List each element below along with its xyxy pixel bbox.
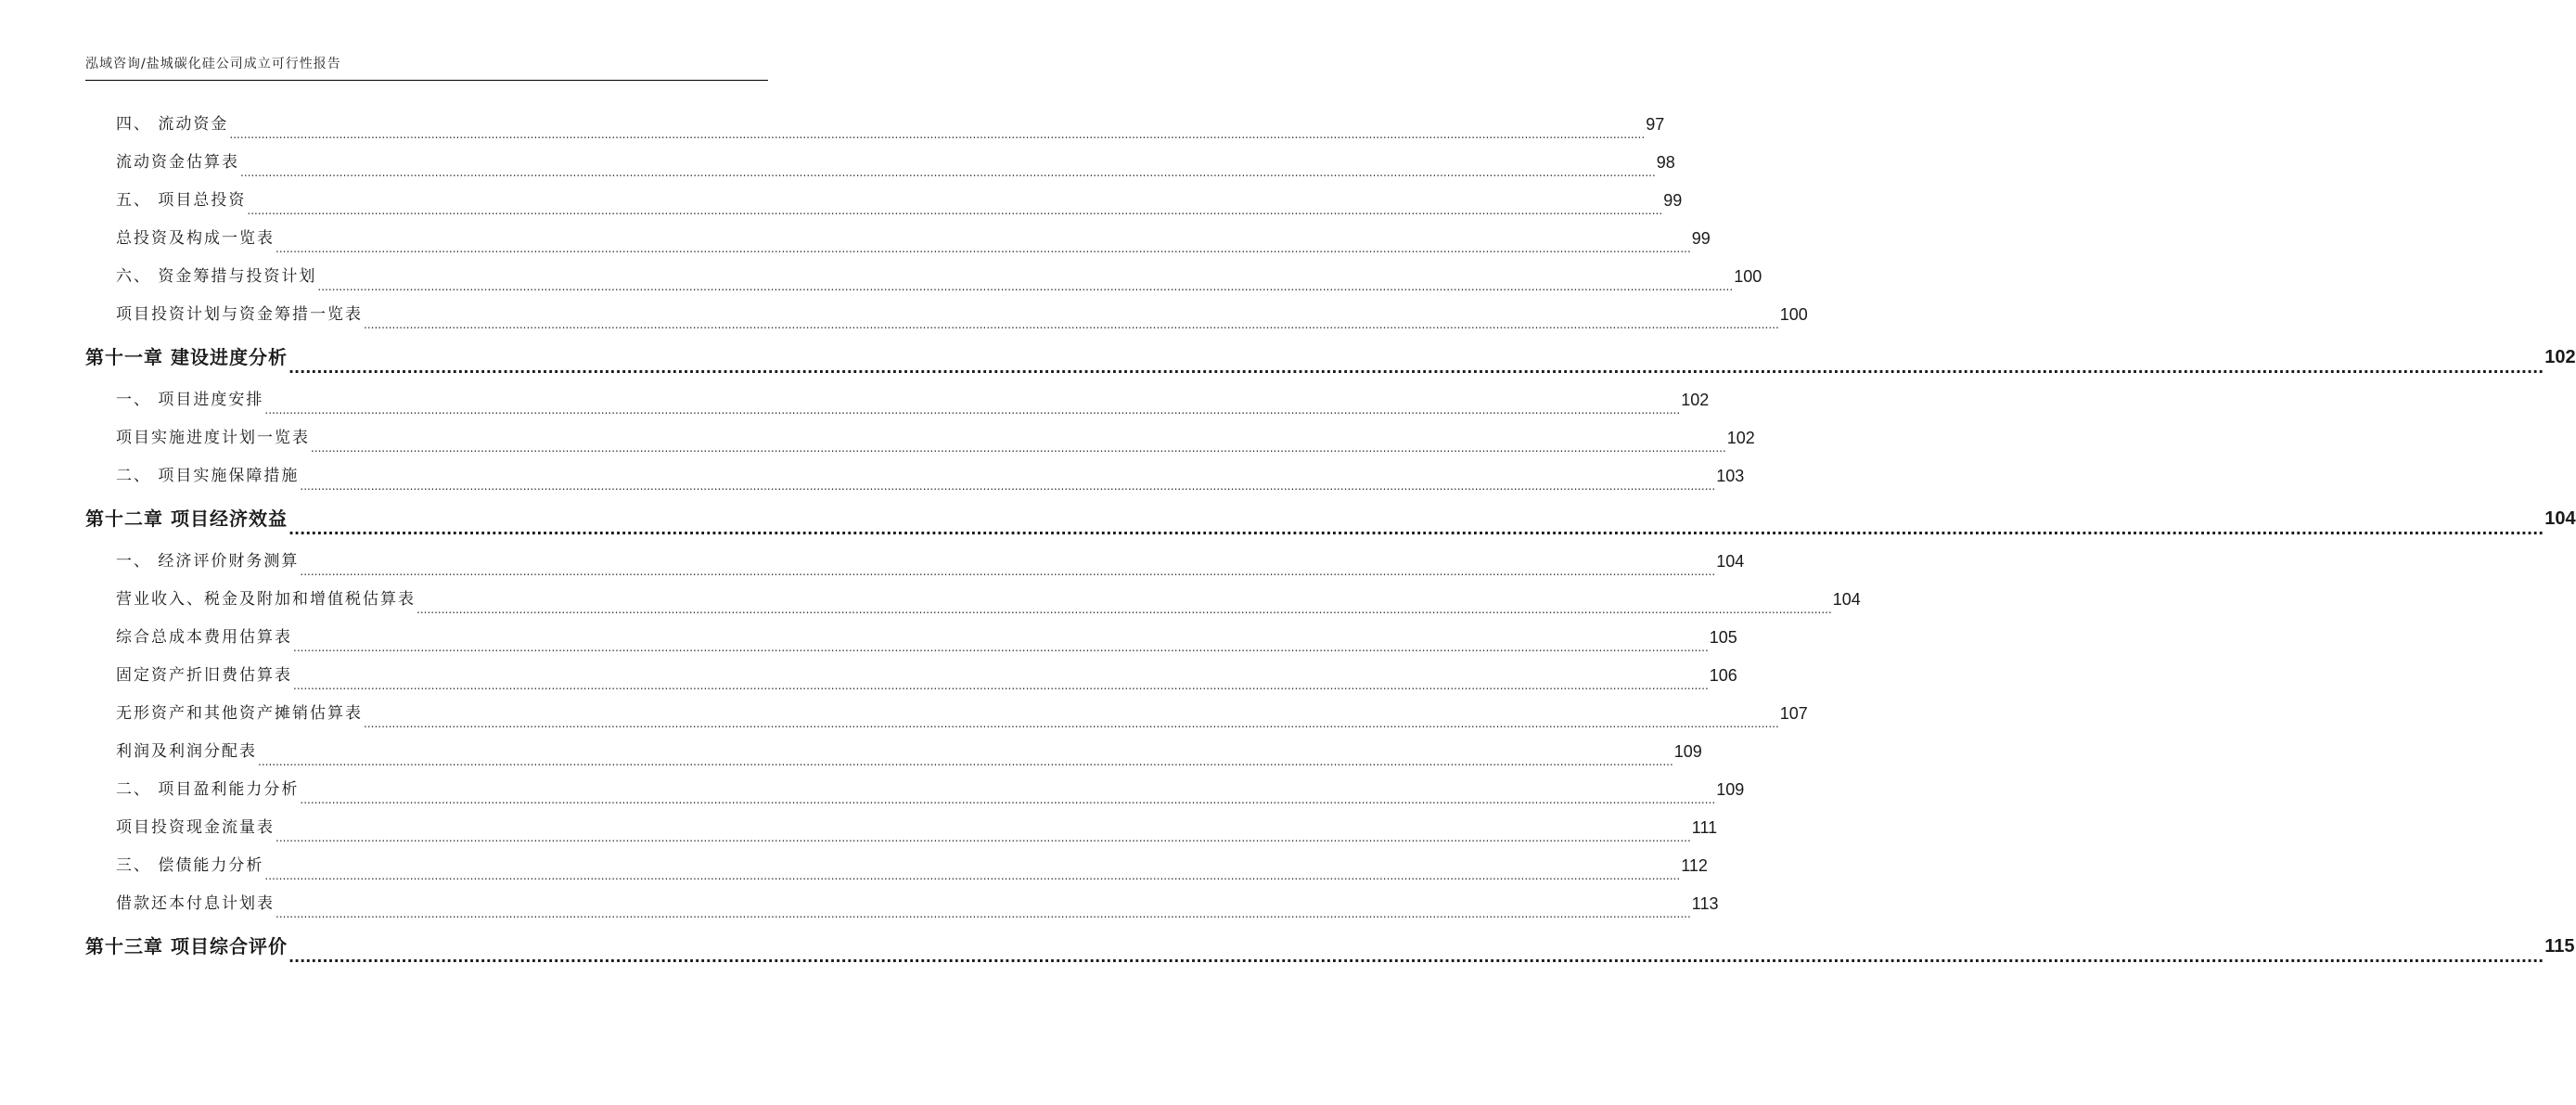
dot-leader: ................................................................................................................................................................................................................................................................................................................................................................................................................ (364, 318, 1779, 331)
toc-entry-page-number: 102 (1726, 429, 1755, 447)
toc-entry-page-number: 109 (1673, 742, 1702, 761)
dot-leader: ................................................................................................................................................................................................................................................................................................................................................................................................................ (317, 280, 1734, 293)
toc-entry[interactable] (85, 581, 1861, 619)
dot-leader: ................................................................................................................................................................................................................................................................................................................................................................................................................ (300, 793, 1716, 806)
toc-entry-page-number: 99 (1691, 229, 1711, 248)
toc-entry[interactable] (85, 695, 1808, 733)
toc-entry-title: 项目实施进度计划一览表 (116, 429, 310, 447)
dot-leader: ................................................................................................................................................................................................................................................................................................................................................................................................................ (240, 166, 1656, 179)
toc-entry-title: 二、 项目盈利能力分析 (116, 780, 300, 799)
toc-entry-page-number: 100 (1734, 267, 1762, 286)
dot-leader: ................................................................................................................................................................................................................................................................................................................................................................................................................ (300, 565, 1716, 578)
toc-entry[interactable] (85, 419, 1755, 457)
toc-entry[interactable] (85, 543, 1745, 581)
toc-entry-page-number: 102 (2544, 347, 2576, 367)
dot-leader: ................................................................................................................................................................................................................................................................................................................................................................................................................ (417, 603, 1832, 616)
toc-entry[interactable] (85, 847, 1708, 885)
toc-entry-title: 二、 项目实施保障措施 (116, 467, 300, 485)
running-header: 泓域咨询/盐城碳化硅公司成立可行性报告 (85, 54, 768, 81)
toc-entry-page-number: 98 (1656, 153, 1675, 172)
toc-entry-page-number: 100 (1779, 305, 1808, 324)
dot-leader: ................................................................................................................................................................................................................................................................................................................................................................................................................ (311, 442, 1726, 455)
toc-entry[interactable] (85, 381, 1710, 419)
toc-entry-title: 一、 经济评价财务测算 (116, 552, 300, 571)
toc-chapter-entry[interactable] (85, 495, 2576, 543)
toc-entry-title: 第十一章 建设进度分析 (85, 346, 288, 368)
table-of-contents (85, 106, 2576, 970)
toc-entry-title: 营业收入、税金及附加和增值税估算表 (116, 590, 416, 609)
toc-entry-page-number: 104 (1716, 552, 1745, 571)
toc-entry-title: 项目投资现金流量表 (116, 818, 275, 837)
toc-entry-page-number: 97 (1646, 115, 1665, 134)
dot-leader: ................................................................................................................................................................................................................................................................................................................................................................................................................ (276, 831, 1691, 844)
toc-entry[interactable] (85, 733, 1702, 771)
toc-entry-title: 流动资金估算表 (116, 153, 239, 172)
toc-entry[interactable] (85, 106, 1665, 144)
toc-entry-page-number: 102 (1681, 391, 1710, 409)
dot-leader: ................................................................................................................................................................................................................................................................................................................................................................................................................ (364, 717, 1779, 730)
dot-leader: ................................................................................................................................................................................................................................................................................................................................................................................................................ (288, 520, 2544, 538)
toc-entry[interactable] (85, 296, 1808, 334)
toc-entry[interactable] (85, 457, 1745, 495)
toc-entry-title: 无形资产和其他资产摊销估算表 (116, 704, 363, 723)
toc-entry[interactable] (85, 885, 1719, 923)
toc-entry-title: 第十三章 项目综合评价 (85, 935, 288, 957)
dot-leader: ................................................................................................................................................................................................................................................................................................................................................................................................................ (247, 204, 1663, 217)
toc-entry[interactable] (85, 771, 1745, 809)
toc-entry-page-number: 107 (1779, 704, 1808, 723)
toc-entry-title: 固定资产折旧费估算表 (116, 666, 292, 685)
toc-entry[interactable] (85, 144, 1675, 182)
toc-entry[interactable] (85, 619, 1737, 657)
toc-entry-title: 四、 流动资金 (116, 115, 229, 134)
dot-leader: ................................................................................................................................................................................................................................................................................................................................................................................................................ (288, 359, 2544, 377)
toc-chapter-entry[interactable] (85, 334, 2576, 381)
toc-entry-page-number: 115 (2544, 936, 2575, 957)
dot-leader: ................................................................................................................................................................................................................................................................................................................................................................................................................ (229, 128, 1646, 141)
toc-entry-page-number: 111 (1691, 818, 1718, 837)
toc-entry-title: 六、 资金筹措与投资计划 (116, 267, 317, 286)
toc-entry-page-number: 99 (1663, 191, 1683, 210)
toc-entry[interactable] (85, 182, 1683, 220)
toc-entry-page-number: 106 (1709, 666, 1737, 685)
toc-entry-title: 项目投资计划与资金筹措一览表 (116, 305, 363, 324)
dot-leader: ................................................................................................................................................................................................................................................................................................................................................................................................................ (300, 480, 1716, 493)
toc-entry-page-number: 113 (1691, 894, 1719, 913)
dot-leader: ................................................................................................................................................................................................................................................................................................................................................................................................................ (264, 869, 1681, 882)
dot-leader: ................................................................................................................................................................................................................................................................................................................................................................................................................ (276, 907, 1691, 920)
toc-entry-page-number: 109 (1716, 780, 1745, 799)
dot-leader: ................................................................................................................................................................................................................................................................................................................................................................................................................ (288, 948, 2544, 966)
toc-entry-title: 利润及利润分配表 (116, 742, 257, 761)
toc-entry[interactable] (85, 258, 1762, 296)
toc-entry-page-number: 112 (1681, 856, 1708, 875)
dot-leader: ................................................................................................................................................................................................................................................................................................................................................................................................................ (264, 404, 1681, 417)
dot-leader: ................................................................................................................................................................................................................................................................................................................................................................................................................ (293, 679, 1709, 692)
toc-entry[interactable] (85, 657, 1737, 695)
toc-entry-title: 一、 项目进度安排 (116, 391, 264, 409)
toc-entry-title: 第十二章 项目经济效益 (85, 508, 288, 530)
toc-entry-page-number: 103 (1716, 467, 1745, 485)
toc-entry-title: 总投资及构成一览表 (116, 229, 275, 248)
toc-chapter-entry[interactable] (85, 923, 2575, 970)
toc-entry-page-number: 104 (2544, 508, 2576, 529)
dot-leader: ................................................................................................................................................................................................................................................................................................................................................................................................................ (258, 755, 1673, 768)
dot-leader: ................................................................................................................................................................................................................................................................................................................................................................................................................ (293, 641, 1709, 654)
toc-entry-title: 借款还本付息计划表 (116, 894, 275, 913)
toc-entry[interactable] (85, 809, 1718, 847)
toc-entry-title: 综合总成本费用估算表 (116, 628, 292, 647)
toc-entry-page-number: 104 (1832, 590, 1861, 609)
toc-entry-title: 三、 偿债能力分析 (116, 856, 264, 875)
toc-entry-title: 五、 项目总投资 (116, 191, 247, 210)
toc-entry-page-number: 105 (1709, 628, 1737, 647)
toc-entry[interactable] (85, 220, 1711, 258)
dot-leader: ................................................................................................................................................................................................................................................................................................................................................................................................................ (276, 242, 1691, 255)
